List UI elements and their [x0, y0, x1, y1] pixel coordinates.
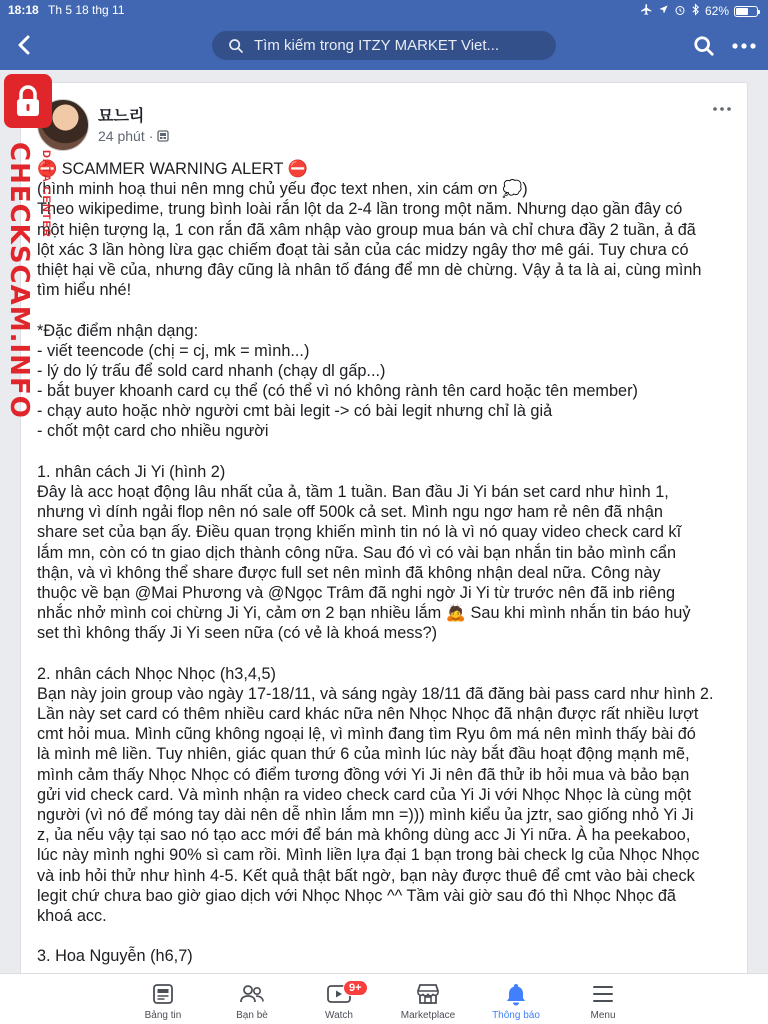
airplane-icon	[640, 3, 653, 19]
post-line: 2. nhân cách Nhọc Nhọc (h3,4,5)	[37, 664, 276, 683]
bell-icon	[504, 982, 528, 1006]
post-line	[37, 644, 737, 664]
header-search-button[interactable]	[690, 32, 718, 60]
watch-badge: 9+	[343, 980, 368, 996]
tab-watch[interactable]	[299, 974, 379, 1024]
post-line: một hiện tượng lạ, 1 con rắn đã xâm nhập vào group mua bán và chỉ chưa đầy 2 tuần, ả đã	[37, 220, 696, 239]
post-line: tìm hiểu nhé!	[37, 281, 132, 300]
tab-menu[interactable]	[563, 974, 643, 1024]
menu-icon	[591, 982, 615, 1006]
more-dots-icon	[732, 43, 756, 49]
tab-label: Marketplace	[400, 1010, 456, 1021]
bluetooth-icon	[691, 3, 700, 19]
tab-news-feed[interactable]	[123, 974, 203, 1024]
tab-label: Thông báo	[492, 1010, 540, 1021]
post-line: Đây là acc hoạt động lâu nhất của ả, tầm 1 tuần. Ban đầu Ji Yi bán set card như hình 1,	[37, 483, 669, 501]
post-line: cmt hỏi mua. Mình cũng không ngoại lệ, vì mình đang tìm Ryu ôm má nên mình thấy bài đó	[37, 725, 696, 744]
post-line: Bạn này join group vào ngày 17-18/11, và sáng ngày 18/11 đã đăng bài pass card như hình 2.	[37, 684, 714, 703]
post-line: Lần này set card có thêm nhiều card khác nữa nên Nhọc Nhọc đã nhận được rất nhiều lượt	[37, 705, 699, 724]
watermark-text: CHECKSCAM.INFO	[4, 142, 34, 419]
news-feed-icon	[151, 982, 175, 1006]
post-line	[37, 300, 737, 320]
post-line: - lý do lý trấu để sold card nhanh (chạy dl gấp...)	[37, 361, 386, 380]
post-line: nhưng vì dính ngải flop nên nó sale off 500k cả set. Mình ngu ngơ ham rẻ nên đã nhận	[37, 503, 663, 522]
post-line: set thì không thấy Ji Yi seen nữa (có vẻ là khoá mess?)	[37, 624, 438, 643]
post-line: người (vì nó để móng tay dài nên dễ nhìn lắm mn =))) mình kiểu ủa jztr, sao giống nhỏ Yi Ji	[37, 806, 694, 824]
post-line: - viết teencode (chị = cj, mk = mình...)	[37, 341, 310, 360]
post-line: (hình minh hoạ thui nên mng chủ yếu đọc text nhen, xin cám ơn 💭)	[37, 180, 528, 199]
post-line: ⛔ SCAMMER WARNING ALERT ⛔	[37, 160, 308, 178]
back-button[interactable]	[8, 28, 40, 62]
header-more-button[interactable]	[728, 32, 760, 60]
post-line: legit chứ chưa bao giờ giao dịch với Nhọc Nhọc ^^ Tầm vài giờ sau đó thì Nhọc Nhọc đã	[37, 886, 676, 905]
more-dots-icon	[713, 107, 731, 111]
battery-icon	[734, 6, 758, 17]
post-line: gửi vid check card. Và mình nhận ra video check card của Yi Ji với Nhọc Nhọc là cùng một	[37, 785, 692, 804]
marketplace-icon	[415, 982, 441, 1006]
tab-label: Menu	[590, 1010, 616, 1021]
status-right	[640, 3, 758, 19]
group-search-input[interactable]	[212, 31, 556, 60]
post-card	[20, 82, 748, 982]
battery-percent: 62%	[704, 4, 729, 18]
post-time[interactable]: 24 phút	[98, 128, 145, 144]
post-line: 1. nhân cách Ji Yi (hình 2)	[37, 462, 226, 481]
post-line: nhắc nhở mình coi chừng Ji Yi, cảm ơn 2 bạn nhiều lắm 🙇 Sau khi mình nhắn tin báo huỷ	[37, 604, 691, 623]
meta-dot: ·	[148, 128, 154, 144]
bottom-tab-bar	[0, 973, 768, 1024]
status-date: Th 5 18 thg 11	[48, 3, 125, 17]
tab-label: Watch	[325, 1010, 353, 1021]
group-privacy-icon	[157, 130, 169, 142]
post-line: mình cảm thấy Nhọc Nhọc có điểm tương đồng với Yi Ji nên đã thử ib hỏi mua và bảo bạn	[37, 765, 690, 784]
post-line: - chốt một card cho nhiều người	[37, 422, 269, 441]
post-line: lúc này mình nghi 90% sì cam rồi. Mình liền lựa đại 1 bạn trong bài check lg của Nhọc Nhọc	[37, 846, 700, 865]
chevron-left-icon	[17, 35, 31, 55]
status-time: 18:18	[8, 3, 39, 17]
author-name[interactable]: 묘느리	[98, 108, 145, 125]
post-line: lột xác 3 lần hòng lừa gạc chiếm đoạt tài sản của các midzy ngây thơ mê gái. Tuy chưa có	[37, 240, 689, 259]
post-line: thận, và vì không thể share được full set nên mình đã không nhận deal nữa. Công này	[37, 563, 661, 582]
watermark-subtext: DATA CENTER	[40, 150, 52, 238]
post-line	[37, 442, 737, 462]
post-line	[37, 926, 737, 946]
tab-label: Bảng tin	[144, 1010, 182, 1021]
post-options-button[interactable]	[709, 99, 735, 119]
tab-notifications[interactable]	[476, 974, 556, 1024]
post-line: z, ủa nếu vậy tại sao nó tạo acc mới để bán mà không dùng acc Ji Yi nữa. À ha peekaboo,	[37, 826, 691, 845]
post-line: 3. Hoa Nguyễn (h6,7)	[37, 947, 193, 966]
battery-fill	[736, 8, 748, 15]
post-line: *Đặc điểm nhận dạng:	[37, 321, 199, 340]
author-avatar[interactable]	[37, 99, 89, 151]
post-line: share set của bạn ấy. Điều quan trọng khiến mình tin nó là vì nó quay video check card kĩ	[37, 523, 682, 542]
post-line: khoá acc.	[37, 906, 107, 925]
location-icon	[658, 4, 669, 18]
post-line: Theo wikipedime, trung bình loài rắn lột da 2-4 lần trong một năm. Nhưng dạo gần đây có	[37, 200, 683, 219]
post-line: và inb hỏi thử như hình 4-5. Kết quả thật bất ngờ, bạn này được thuê để cmt vào bài check	[37, 866, 695, 885]
tab-label: Bạn bè	[236, 1010, 268, 1021]
status-bar	[0, 0, 768, 20]
tab-marketplace[interactable]	[388, 974, 468, 1024]
search-icon	[693, 35, 715, 57]
nav-header	[0, 20, 768, 70]
search-placeholder: Tìm kiếm trong ITZY MARKET Viet...	[254, 37, 500, 54]
post-line: lắm mn, còn có tn giao dịch thành công nữa. Sau đó vì có vài bạn nhắn tin bảo mình cẩn	[37, 543, 677, 562]
post-text	[37, 159, 737, 967]
friends-icon	[239, 982, 265, 1006]
post-line: - bắt buyer khoanh card cụ thể (có thể vì nó không rành tên card hoặc tên member)	[37, 382, 638, 401]
post-line: thiệt hại về của, nhưng đây cũng là nhân tố đáng để mn dè chừng. Vậy ả ta là ai, cùng mình	[37, 260, 702, 279]
post-line: - chạy auto hoặc nhờ người cmt bài legit -> có bài legit nhưng chỉ là giả	[37, 402, 553, 421]
tab-friends[interactable]	[212, 974, 292, 1024]
post-line: thuộc về bạn @Mai Phương và @Ngọc Trâm đã nghi ngờ Ji Yi từ trước nên đã inb riêng	[37, 583, 676, 602]
alarm-icon	[674, 4, 686, 19]
search-icon	[228, 38, 244, 54]
post-meta	[98, 128, 169, 144]
post-line: là mình mê liền. Tuy nhiên, giác quan thứ 6 của mình lúc này bắt đầu hoạt động mạnh mẽ,	[37, 745, 690, 764]
